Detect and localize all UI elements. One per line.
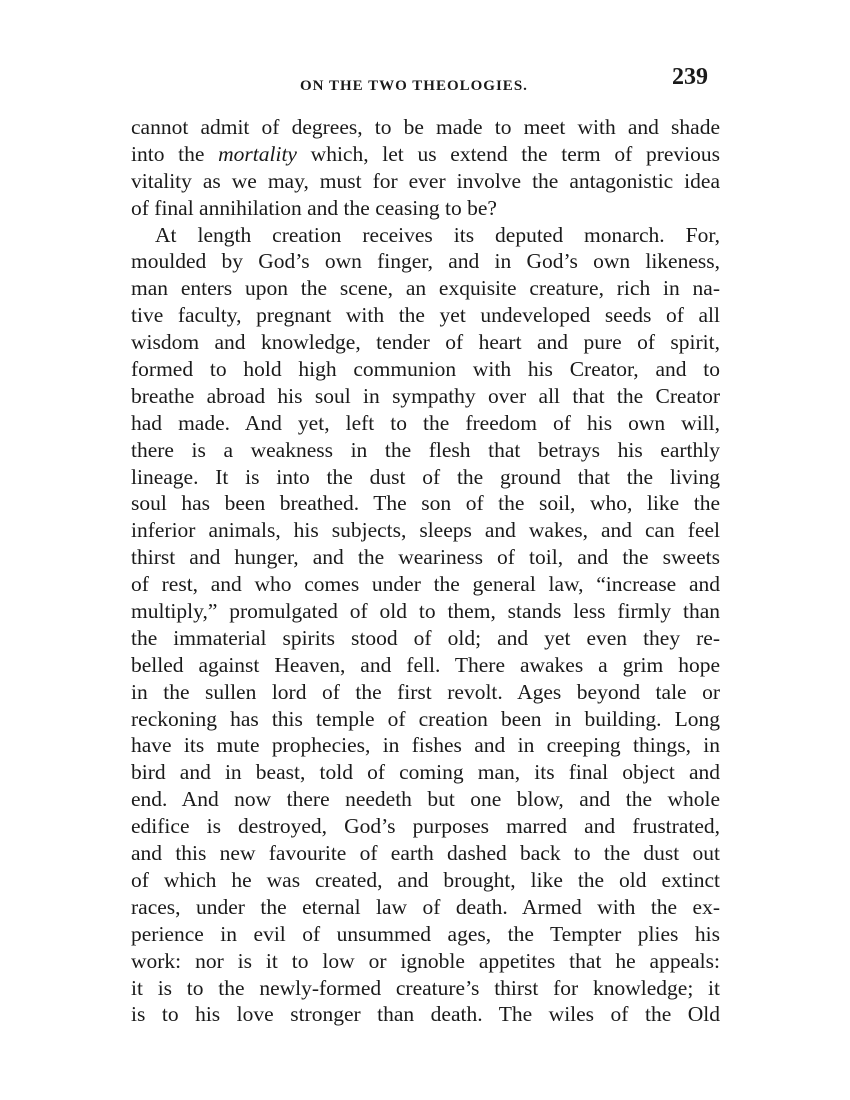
text-line: breathe abroad his soul in sympathy over all that the Creator — [131, 383, 720, 408]
text-line: man enters upon the scene, an exquisite creature, rich in na- — [131, 276, 720, 301]
text-line: vitality as we may, must for ever involve the antagonistic idea — [131, 168, 720, 193]
text-line: lineage. It is into the dust of the ground that the living — [131, 464, 720, 489]
text-line: it is to the newly-formed creature’s thirst for knowledge; it — [131, 975, 720, 1000]
text-line: is to his love stronger than death. The wiles of the Old — [131, 1002, 720, 1027]
running-title: ON THE TWO THEOLOGIES. — [300, 78, 528, 94]
text-line: the immaterial spirits stood of old; and yet even they re- — [131, 625, 720, 650]
text-line: races, under the eternal law of death. Armed with the ex- — [131, 894, 720, 919]
paragraph-1 — [131, 114, 720, 222]
text-line: had made. And yet, left to the freedom of his own will, — [131, 410, 720, 435]
text-line: there is a weakness in the flesh that betrays his earthly — [131, 437, 720, 462]
body-text — [131, 114, 720, 1028]
text-line: wisdom and knowledge, tender of heart and pure of spirit, — [131, 330, 720, 355]
page-number: 239 — [672, 64, 708, 90]
text-line: in the sullen lord of the first revolt. Ages beyond tale or — [131, 679, 720, 704]
text-line: work: nor is it to low or ignoble appetites that he appeals: — [131, 948, 720, 973]
text-line: At length creation receives its deputed monarch. For, — [155, 222, 720, 247]
italic-word: mortality — [218, 141, 297, 166]
text-line: of rest, and who comes under the general law, “increase and — [131, 572, 720, 597]
text-line: of which he was created, and brought, like the old extinct — [131, 867, 720, 892]
text-line: reckoning has this temple of creation been in building. Long — [131, 706, 720, 731]
text-line: end. And now there needeth but one blow, and the whole — [131, 787, 720, 812]
text-line: inferior animals, his subjects, sleeps and wakes, and can feel — [131, 518, 720, 543]
text-line: have its mute prophecies, in fishes and in creeping things, in — [131, 733, 720, 758]
text-line: soul has been breathed. The son of the soil, who, like the — [131, 491, 720, 516]
text-line: bird and in beast, told of coming man, its final object and — [131, 760, 720, 785]
text-line-segment: which, let us extend the term of previous — [296, 141, 721, 166]
text-line: edifice is destroyed, God’s purposes marred and frustrated, — [131, 814, 720, 839]
text-line: moulded by God’s own finger, and in God’s own likeness, — [131, 249, 720, 274]
text-line: and this new favourite of earth dashed back to the dust out — [131, 841, 720, 866]
text-line: tive faculty, pregnant with the yet undeveloped seeds of all — [131, 303, 720, 328]
text-line: belled against Heaven, and fell. There awakes a grim hope — [131, 652, 720, 677]
paragraph-2 — [131, 222, 720, 1029]
text-line: formed to hold high communion with his Creator, and to — [131, 357, 720, 382]
text-line: thirst and hunger, and the weariness of toil, and the sweets — [131, 545, 720, 570]
text-line: perience in evil of unsummed ages, the Tempter plies his — [131, 921, 720, 946]
text-line: multiply,” promulgated of old to them, stands less firmly than — [131, 599, 720, 624]
text-line: cannot admit of degrees, to be made to meet with and shade — [131, 115, 720, 139]
text-line-segment: into the — [131, 141, 219, 166]
text-line — [131, 141, 720, 168]
text-line: of final annihilation and the ceasing to be? — [131, 195, 497, 220]
